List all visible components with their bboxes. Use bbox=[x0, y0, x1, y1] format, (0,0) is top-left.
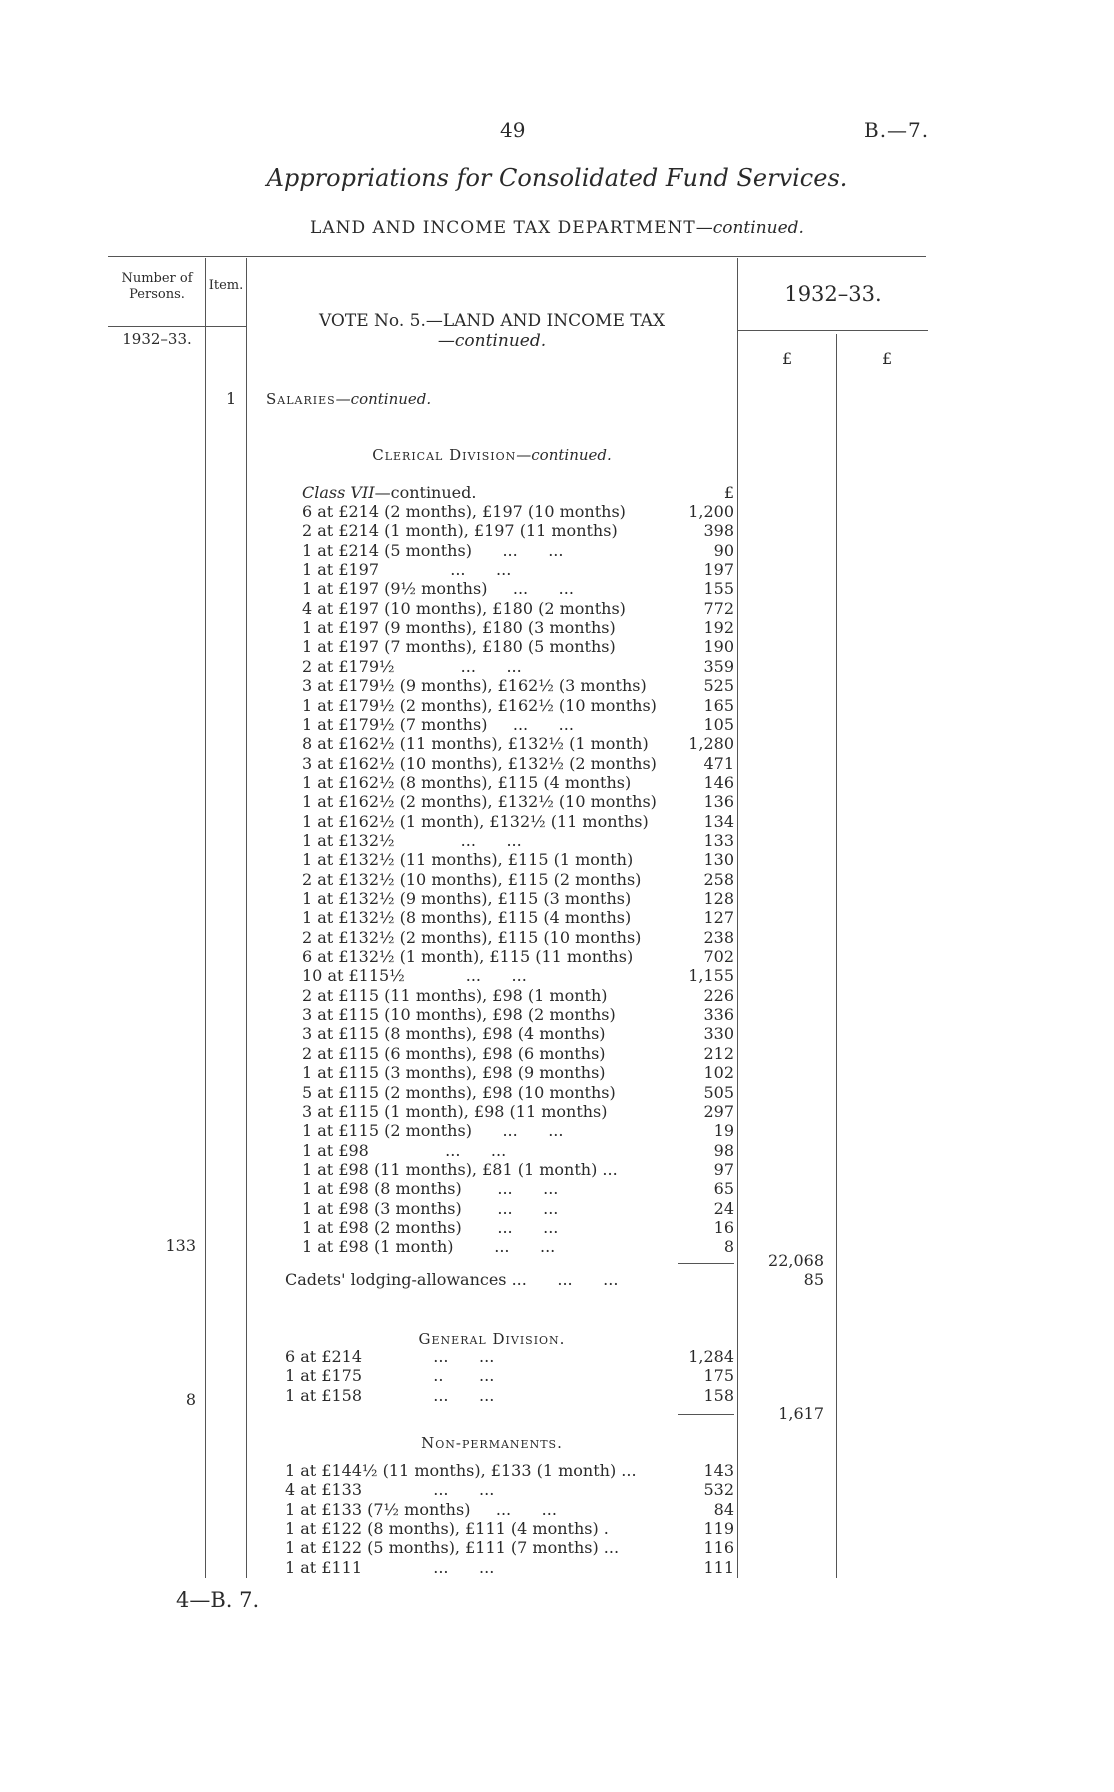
row-amount: 119 bbox=[703, 1519, 734, 1539]
row-amount: 65 bbox=[713, 1179, 734, 1199]
row-description: 1 at £197 (9½ months) ... ... bbox=[302, 579, 574, 599]
row-amount: 1,155 bbox=[688, 966, 734, 986]
table-row bbox=[302, 908, 734, 927]
salaries-heading bbox=[266, 390, 431, 408]
row-amount: 226 bbox=[703, 985, 734, 1005]
pound-header-1: £ bbox=[782, 349, 793, 368]
table-row bbox=[302, 1121, 734, 1140]
row-amount: 16 bbox=[713, 1217, 734, 1237]
row-amount: 24 bbox=[713, 1198, 734, 1218]
row-description: 3 at £179½ (9 months), £162½ (3 months) bbox=[302, 676, 647, 696]
row-amount: 105 bbox=[703, 714, 734, 734]
row-description: 2 at £115 (6 months), £98 (6 months) bbox=[302, 1043, 606, 1063]
row-amount: 175 bbox=[703, 1366, 734, 1386]
table-row bbox=[302, 676, 734, 695]
row-description: 1 at £175 .. ... bbox=[285, 1366, 495, 1386]
table-row bbox=[302, 541, 734, 560]
persons-head-rule bbox=[108, 326, 206, 327]
row-amount: 525 bbox=[703, 676, 734, 696]
row-amount: 155 bbox=[703, 579, 734, 599]
row-amount: 330 bbox=[703, 1024, 734, 1044]
row-description: 1 at £122 (5 months), £111 (7 months) ... bbox=[285, 1538, 620, 1558]
non-permanents-label: Non-permanents. bbox=[421, 1434, 563, 1452]
row-amount: 471 bbox=[703, 753, 734, 773]
salaries-suffix: —continued. bbox=[335, 390, 432, 408]
row-description: 1 at £197 (9 months), £180 (3 months) bbox=[302, 618, 616, 638]
row-amount: 128 bbox=[703, 889, 734, 908]
table-row bbox=[302, 657, 734, 676]
table-row bbox=[302, 579, 734, 598]
table-row bbox=[302, 1218, 734, 1237]
row-description: 2 at £214 (1 month), £197 (11 months) bbox=[302, 521, 618, 541]
class-label: Class VII bbox=[302, 483, 375, 502]
table-row bbox=[302, 1083, 734, 1102]
row-description: 1 at £197 (7 months), £180 (5 months) bbox=[302, 637, 616, 657]
vote-heading bbox=[250, 311, 734, 351]
table-top-rule bbox=[108, 256, 926, 257]
row-description: 1 at £197 ... ... bbox=[302, 560, 512, 580]
table-row bbox=[302, 986, 734, 1005]
row-description: 1 at £115 (2 months) ... ... bbox=[302, 1121, 564, 1141]
table-row bbox=[302, 928, 734, 947]
row-amount: 1,280 bbox=[688, 734, 734, 754]
row-description: 1 at £144½ (11 months), £133 (1 month) ... bbox=[285, 1461, 637, 1480]
row-description: 6 at £214 (2 months), £197 (10 months) bbox=[302, 502, 626, 521]
row-amount: 111 bbox=[703, 1557, 734, 1577]
general-label: General Division. bbox=[418, 1330, 566, 1348]
row-description: 1 at £179½ (2 months), £162½ (10 months) bbox=[302, 695, 657, 715]
class-heading-row bbox=[302, 483, 734, 502]
table-row bbox=[302, 792, 734, 811]
table-row bbox=[302, 870, 734, 889]
row-amount: 102 bbox=[703, 1063, 734, 1083]
clerical-total: 22,068 bbox=[768, 1251, 824, 1270]
table-row bbox=[302, 637, 734, 656]
clerical-suffix: —continued. bbox=[516, 446, 612, 464]
table-row bbox=[302, 502, 734, 521]
row-amount: 258 bbox=[703, 869, 734, 889]
table-row bbox=[302, 889, 734, 908]
vote-title: VOTE No. 5.—LAND AND INCOME TAX bbox=[318, 311, 666, 331]
table-row bbox=[285, 1558, 734, 1577]
row-amount: 165 bbox=[703, 695, 734, 715]
row-description: 4 at £133 ... ... bbox=[285, 1480, 495, 1500]
clerical-persons-count: 133 bbox=[165, 1236, 196, 1255]
clerical-division-heading bbox=[250, 446, 734, 464]
department-heading bbox=[0, 218, 1114, 238]
vote-continued: —continued. bbox=[437, 331, 547, 351]
row-description: 4 at £197 (10 months), £180 (2 months) bbox=[302, 598, 626, 618]
row-description: 3 at £115 (10 months), £98 (2 months) bbox=[302, 1005, 616, 1025]
row-amount: 130 bbox=[703, 850, 734, 870]
table-row bbox=[302, 599, 734, 618]
table-row bbox=[285, 1519, 734, 1538]
row-amount: 136 bbox=[703, 792, 734, 812]
table-row bbox=[302, 521, 734, 540]
general-division-heading bbox=[250, 1330, 734, 1348]
table-row bbox=[285, 1461, 734, 1480]
row-amount: 158 bbox=[703, 1385, 734, 1405]
table-row bbox=[302, 1005, 734, 1024]
persons-column-rule bbox=[205, 258, 206, 1578]
general-total: 1,617 bbox=[778, 1404, 824, 1423]
row-description: 1 at £98 (1 month) ... ... bbox=[302, 1237, 556, 1257]
table-row bbox=[302, 850, 734, 869]
item-number: 1 bbox=[226, 389, 237, 408]
general-persons-count: 8 bbox=[185, 1390, 196, 1409]
row-description: 3 at £115 (8 months), £98 (4 months) bbox=[302, 1024, 606, 1044]
row-amount: 1,284 bbox=[688, 1347, 734, 1366]
class-suffix: —continued. bbox=[374, 483, 477, 502]
row-amount: 134 bbox=[703, 811, 734, 831]
row-description: 2 at £115 (11 months), £98 (1 month) bbox=[302, 985, 608, 1005]
row-description: 1 at £158 ... ... bbox=[285, 1385, 495, 1405]
class-heading bbox=[302, 483, 476, 502]
row-amount: 84 bbox=[713, 1499, 734, 1519]
year-header: 1932–33. bbox=[784, 282, 882, 306]
row-description: 1 at £98 (3 months) ... ... bbox=[302, 1198, 559, 1218]
persons-year-header: 1932–33. bbox=[122, 330, 192, 348]
row-description: 1 at £98 (8 months) ... ... bbox=[302, 1179, 559, 1199]
salaries-label: Salaries bbox=[266, 390, 336, 408]
row-description: 2 at £132½ (10 months), £115 (2 months) bbox=[302, 869, 642, 889]
table-row bbox=[302, 1044, 734, 1063]
row-description: 1 at £133 (7½ months) ... ... bbox=[285, 1499, 557, 1519]
row-amount: 146 bbox=[703, 772, 734, 792]
row-amount: 212 bbox=[703, 1043, 734, 1063]
table-row bbox=[302, 812, 734, 831]
clerical-label: Clerical Division bbox=[372, 446, 517, 464]
non-permanents-heading bbox=[250, 1434, 734, 1452]
table-row bbox=[302, 734, 734, 753]
table-row bbox=[302, 1237, 734, 1256]
row-description: 1 at £98 ... ... bbox=[302, 1140, 507, 1160]
row-description: 5 at £115 (2 months), £98 (10 months) bbox=[302, 1082, 616, 1102]
table-row bbox=[285, 1386, 734, 1405]
footer-reference: 4—B. 7. bbox=[176, 1588, 260, 1612]
row-description: 10 at £115½ ... ... bbox=[302, 966, 527, 986]
row-amount: 190 bbox=[703, 637, 734, 657]
cadets-total: 85 bbox=[803, 1270, 824, 1289]
row-description: 1 at £132½ (8 months), £115 (4 months) bbox=[302, 908, 632, 928]
row-description: 3 at £115 (1 month), £98 (11 months) bbox=[302, 1101, 608, 1121]
row-amount: 702 bbox=[703, 947, 734, 967]
table-row bbox=[302, 754, 734, 773]
table-row bbox=[302, 1063, 734, 1082]
cadets-description: Cadets' lodging-allowances ... ... ... bbox=[285, 1270, 619, 1289]
table-row bbox=[302, 1024, 734, 1043]
row-description: 1 at £214 (5 months) ... ... bbox=[302, 540, 564, 560]
row-amount: 238 bbox=[703, 927, 734, 947]
row-amount: 359 bbox=[703, 656, 734, 676]
table-row bbox=[302, 715, 734, 734]
item-column-rule bbox=[246, 258, 247, 1578]
table-row bbox=[285, 1500, 734, 1519]
table-row bbox=[302, 966, 734, 985]
table-row bbox=[302, 618, 734, 637]
row-amount: 197 bbox=[703, 560, 734, 580]
department-name: LAND AND INCOME TAX DEPARTMENT bbox=[310, 218, 696, 238]
page-title: Appropriations for Consolidated Fund Services. bbox=[266, 164, 848, 192]
row-amount: 192 bbox=[703, 618, 734, 638]
table-row bbox=[302, 1199, 734, 1218]
table-row bbox=[285, 1480, 734, 1499]
row-amount: 116 bbox=[703, 1538, 734, 1558]
row-description: 1 at £132½ (11 months), £115 (1 month) bbox=[302, 850, 634, 870]
table-row bbox=[302, 773, 734, 792]
row-amount: 19 bbox=[713, 1121, 734, 1141]
row-amount: 398 bbox=[703, 521, 734, 541]
row-description: 8 at £162½ (11 months), £132½ (1 month) bbox=[302, 734, 649, 754]
year-head-rule bbox=[738, 330, 928, 331]
pound-column-rule bbox=[836, 334, 837, 1578]
table-row bbox=[302, 1141, 734, 1160]
row-description: 6 at £132½ (1 month), £115 (11 months) bbox=[302, 947, 634, 967]
row-amount: 772 bbox=[703, 598, 734, 618]
table-row bbox=[302, 947, 734, 966]
row-amount: 1,200 bbox=[688, 502, 734, 521]
row-description: 1 at £115 (3 months), £98 (9 months) bbox=[302, 1063, 606, 1083]
row-amount: 97 bbox=[713, 1159, 734, 1179]
row-description: 1 at £162½ (1 month), £132½ (11 months) bbox=[302, 811, 649, 831]
row-description: 1 at £98 (2 months) ... ... bbox=[302, 1217, 559, 1237]
page-number: 49 bbox=[500, 118, 526, 142]
table-row bbox=[285, 1538, 734, 1557]
row-amount: 532 bbox=[703, 1480, 734, 1500]
table-row bbox=[302, 1160, 734, 1179]
row-amount: 127 bbox=[703, 908, 734, 928]
row-amount: 90 bbox=[713, 540, 734, 560]
row-description: 2 at £132½ (2 months), £115 (10 months) bbox=[302, 927, 642, 947]
item-head-rule bbox=[206, 326, 246, 327]
row-amount: 505 bbox=[703, 1082, 734, 1102]
document-reference: B.—7. bbox=[864, 118, 930, 142]
row-amount: 98 bbox=[713, 1140, 734, 1160]
row-description: 1 at £179½ (7 months) ... ... bbox=[302, 714, 574, 734]
table-row bbox=[285, 1366, 734, 1385]
table-row bbox=[302, 1102, 734, 1121]
cadets-row bbox=[285, 1270, 734, 1289]
row-amount: 297 bbox=[703, 1101, 734, 1121]
row-description: 1 at £162½ (2 months), £132½ (10 months) bbox=[302, 792, 657, 812]
table-row bbox=[302, 831, 734, 850]
number-of-persons-header: Number of Persons. bbox=[121, 271, 193, 302]
item-header: Item. bbox=[208, 278, 244, 293]
table-row bbox=[285, 1347, 734, 1366]
row-description: 1 at £132½ (9 months), £115 (3 months) bbox=[302, 889, 632, 908]
row-amount: 8 bbox=[723, 1237, 734, 1257]
row-amount: 336 bbox=[703, 1005, 734, 1025]
row-description: 1 at £111 ... ... bbox=[285, 1557, 495, 1577]
class-pound-sign: £ bbox=[723, 483, 734, 502]
row-amount: 133 bbox=[703, 830, 734, 850]
department-suffix: —continued. bbox=[695, 218, 804, 238]
row-description: 1 at £98 (11 months), £81 (1 month) ... bbox=[302, 1159, 618, 1179]
row-description: 1 at £122 (8 months), £111 (4 months) . bbox=[285, 1519, 609, 1539]
pound-header-2: £ bbox=[882, 349, 893, 368]
row-description: 2 at £179½ ... ... bbox=[302, 656, 522, 676]
amount-column-rule bbox=[737, 258, 738, 1578]
table-row bbox=[302, 696, 734, 715]
row-description: 1 at £162½ (8 months), £115 (4 months) bbox=[302, 772, 632, 792]
row-amount: 143 bbox=[703, 1461, 734, 1480]
row-description: 1 at £132½ ... ... bbox=[302, 830, 522, 850]
table-row bbox=[302, 560, 734, 579]
row-description: 6 at £214 ... ... bbox=[285, 1347, 495, 1366]
row-description: 3 at £162½ (10 months), £132½ (2 months) bbox=[302, 753, 657, 773]
table-row bbox=[302, 1179, 734, 1198]
